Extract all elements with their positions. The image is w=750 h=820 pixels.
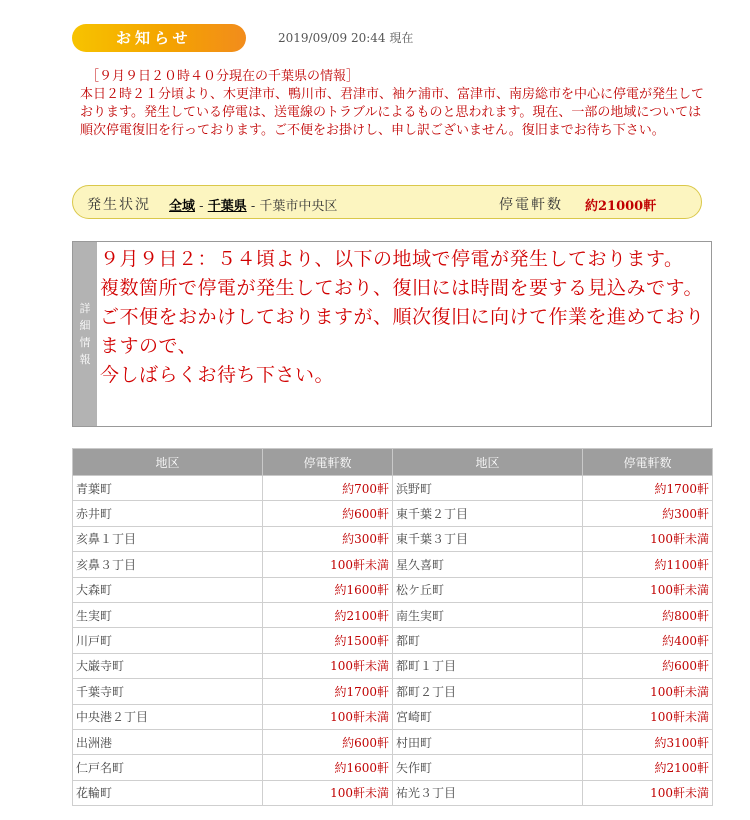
table-header-row xyxy=(73,449,713,476)
outage-count-cell: 約1700軒 xyxy=(263,679,393,704)
outage-count-cell: 約600軒 xyxy=(263,501,393,526)
area-name-cell: 矢作町 xyxy=(393,755,583,780)
detail-line: ９月９日２：５４頃より、以下の地域で停電が発生しております。 xyxy=(100,248,684,270)
area-name-cell: 南生実町 xyxy=(393,602,583,627)
outage-count-cell: 約800軒 xyxy=(583,602,713,627)
outage-count-cell: 約300軒 xyxy=(583,501,713,526)
notice-header xyxy=(72,24,712,52)
column-header-count: 停電軒数 xyxy=(263,449,393,476)
outage-count-cell: 100軒未満 xyxy=(263,552,393,577)
outage-count-cell: 100軒未満 xyxy=(263,653,393,678)
outage-count-cell: 100軒未満 xyxy=(263,704,393,729)
table-row xyxy=(73,628,713,653)
outage-count-cell: 約600軒 xyxy=(263,729,393,754)
area-name-cell: 都町２丁目 xyxy=(393,679,583,704)
area-name-cell: 千葉寺町 xyxy=(73,679,263,704)
area-name-cell: 松ケ丘町 xyxy=(393,577,583,602)
table-row xyxy=(73,729,713,754)
area-name-cell: 東千葉２丁目 xyxy=(393,501,583,526)
area-name-cell: 宮崎町 xyxy=(393,704,583,729)
table-row xyxy=(73,577,713,602)
table-row xyxy=(73,526,713,551)
outage-count-cell: 約1500軒 xyxy=(263,628,393,653)
breadcrumb-link-all[interactable]: 全域 xyxy=(169,199,196,214)
table-row xyxy=(73,679,713,704)
area-name-cell: 東千葉３丁目 xyxy=(393,526,583,551)
area-name-cell: 出洲港 xyxy=(73,729,263,754)
area-name-cell: 亥鼻３丁目 xyxy=(73,552,263,577)
area-name-cell: 花輪町 xyxy=(73,780,263,805)
column-header-area: 地区 xyxy=(73,449,263,476)
area-name-cell: 赤井町 xyxy=(73,501,263,526)
area-name-cell: 中央港２丁目 xyxy=(73,704,263,729)
outage-count-label: 停電軒数 xyxy=(499,197,563,213)
outage-count-cell: 約1700軒 xyxy=(583,476,713,501)
area-name-cell: 浜野町 xyxy=(393,476,583,501)
table-row xyxy=(73,602,713,627)
outage-count-cell: 100軒未満 xyxy=(583,704,713,729)
detail-side-label: 詳細情報 xyxy=(79,302,91,366)
notice-badge: お知らせ xyxy=(72,24,246,52)
area-name-cell: 祐光３丁目 xyxy=(393,780,583,805)
outage-count-cell: 100軒未満 xyxy=(263,780,393,805)
outage-count-cell: 100軒未満 xyxy=(583,526,713,551)
detail-line: 複数箇所で停電が発生しており、復旧には時間を要する見込みです。 xyxy=(100,277,703,299)
outage-count-cell: 約2100軒 xyxy=(583,755,713,780)
outage-count-cell: 約1600軒 xyxy=(263,755,393,780)
column-header-area: 地区 xyxy=(393,449,583,476)
area-name-cell: 亥鼻１丁目 xyxy=(73,526,263,551)
outage-count-cell: 約300軒 xyxy=(263,526,393,551)
outage-count-value: 約21000軒 xyxy=(585,199,657,214)
outage-count-cell: 約700軒 xyxy=(263,476,393,501)
outage-count-cell: 100軒未満 xyxy=(583,679,713,704)
area-name-cell: 川戸町 xyxy=(73,628,263,653)
area-name-cell: 都町１丁目 xyxy=(393,653,583,678)
table-body xyxy=(73,476,713,806)
outage-count-cell: 100軒未満 xyxy=(583,780,713,805)
area-name-cell: 生実町 xyxy=(73,602,263,627)
outage-count-cell: 約1100軒 xyxy=(583,552,713,577)
outage-count-cell: 100軒未満 xyxy=(583,577,713,602)
detail-box xyxy=(72,241,712,427)
status-bar xyxy=(72,185,702,219)
table-row xyxy=(73,704,713,729)
detail-line: ご不便をおかけしておりますが、順次復旧に向けて作業を進めておりますので、 xyxy=(100,306,705,357)
table-row xyxy=(73,501,713,526)
breadcrumb-link-prefecture[interactable]: 千葉県 xyxy=(207,199,247,214)
area-name-cell: 青葉町 xyxy=(73,476,263,501)
outage-count-cell: 約2100軒 xyxy=(263,602,393,627)
outage-count-cell: 約3100軒 xyxy=(583,729,713,754)
area-name-cell: 仁戸名町 xyxy=(73,755,263,780)
outage-count-cell: 約1600軒 xyxy=(263,577,393,602)
detail-side-tab xyxy=(73,242,97,426)
area-name-cell: 大巌寺町 xyxy=(73,653,263,678)
breadcrumb-separator: - xyxy=(250,199,256,214)
breadcrumb-separator: - xyxy=(199,199,204,214)
info-block xyxy=(80,68,706,140)
timestamp: 2019/09/09 20:44 現在 xyxy=(278,31,414,45)
detail-line: 今しばらくお待ち下さい。 xyxy=(100,364,335,386)
detail-text xyxy=(100,245,706,390)
column-header-count: 停電軒数 xyxy=(583,449,713,476)
info-title: ［９月９日２０時４０分現在の千葉県の情報］ xyxy=(86,69,360,84)
status-label: 発生状況 xyxy=(87,197,151,213)
table-row xyxy=(73,653,713,678)
table-row xyxy=(73,476,713,501)
outage-area-table xyxy=(72,448,713,806)
area-name-cell: 村田町 xyxy=(393,729,583,754)
outage-count-cell: 約400軒 xyxy=(583,628,713,653)
breadcrumb-current: 千葉市中央区 xyxy=(259,199,338,214)
breadcrumb xyxy=(169,195,337,214)
area-name-cell: 都町 xyxy=(393,628,583,653)
info-body: 本日２時２１分頃より、木更津市、鴨川市、君津市、袖ケ浦市、富津市、南房総市を中心に停電が発生しております。発生している停電は、送電線のトラブルによるものと思われます。現在、一部の地域については順次停電復旧を行っております。ご不便をお掛けし、申し訳ございません。復旧までお待ち下さい。 xyxy=(80,87,705,138)
table-row xyxy=(73,755,713,780)
table-row xyxy=(73,552,713,577)
area-name-cell: 星久喜町 xyxy=(393,552,583,577)
outage-count-cell: 約600軒 xyxy=(583,653,713,678)
table-row xyxy=(73,780,713,805)
area-name-cell: 大森町 xyxy=(73,577,263,602)
